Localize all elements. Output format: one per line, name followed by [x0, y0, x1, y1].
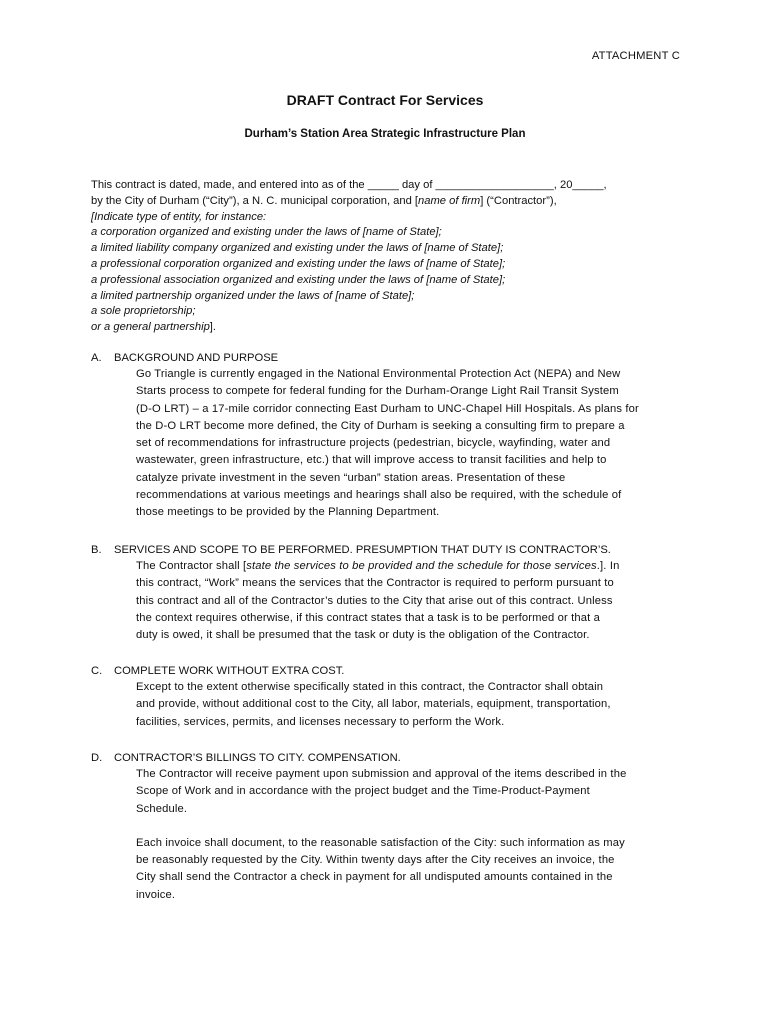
body-line: Each invoice shall document, to the reasonable satisfaction of the City: such information as may [136, 836, 625, 849]
page-subtitle: Durham’s Station Area Strategic Infrastructure Plan [244, 128, 526, 140]
section-a [91, 350, 691, 522]
body-line: Except to the extent otherwise specifically stated in this contract, the Contractor shall obtain [136, 681, 604, 693]
body-line: The Contractor will receive payment upon submission and approval of the items described in the [136, 768, 627, 780]
body-line: be reasonably requested by the City. Within twenty days after the City receives an invoice, the [136, 854, 615, 867]
section-b [91, 542, 691, 644]
entity-option: a professional corporation organized and existing under the laws of [name of State]; [91, 257, 506, 270]
body-line: Go Triangle is currently engaged in the National Environmental Protection Act (NEPA) and New [136, 368, 621, 380]
body-line: this contract, “Work” means the services that the Contractor is required to perform pursuant to [136, 577, 614, 590]
section-body [136, 766, 696, 904]
section-title: CONTRACTOR’S BILLINGS TO CITY. COMPENSATION. [114, 752, 401, 764]
body-line: this contract and all of the Contractor’s duties to the City that arise out of this contract. Unless [136, 594, 613, 607]
section-heading [91, 542, 691, 558]
body-line: catalyze private investment in the seven “urban” station areas. Presentation of these [136, 471, 566, 484]
intro-text: ] (“Contractor”), [480, 194, 557, 207]
section-letter: C. [91, 665, 103, 677]
section-title: SERVICES AND SCOPE TO BE PERFORMED. PRESUMPTION THAT DUTY IS CONTRACTOR’S. [114, 544, 611, 556]
body-line: and provide, without additional cost to the City, all labor, materials, equipment, transportation, [136, 698, 611, 711]
body-line: invoice. [136, 888, 176, 901]
body-line: recommendations at various meetings and hearings shall also be required, with the schedule of [136, 489, 622, 502]
section-body [136, 366, 696, 522]
body-line: duty is owed, it shall be presumed that the task or duty is the obligation of the Contractor. [136, 629, 590, 642]
section-letter: B. [91, 544, 102, 556]
body-line: Schedule. [136, 802, 188, 815]
intro-paragraph [91, 178, 691, 336]
section-heading [91, 750, 691, 766]
body-line: set of recommendations for infrastructure projects (pedestrian, bicycle, wayfinding, water and [136, 437, 611, 450]
body-line: the context requires otherwise, if this contract states that a task is to be performed or that a [136, 611, 600, 624]
entity-option-text: or a general partnership [91, 321, 210, 334]
section-letter: A. [91, 352, 102, 364]
section-heading [91, 350, 691, 366]
body-line: wastewater, green infrastructure, etc.) that will improve access to transit facilities and help to [136, 454, 607, 467]
section-title: BACKGROUND AND PURPOSE [114, 352, 279, 364]
intro-line: [Indicate type of entity, for instance: [91, 210, 267, 223]
section-title: COMPLETE WORK WITHOUT EXTRA COST. [114, 665, 345, 677]
body-line: Scope of Work and in accordance with the project budget and the Time-Product-Payment [136, 785, 590, 798]
firm-name-placeholder: name of firm [418, 194, 481, 207]
entity-option: a limited partnership organized under the laws of [name of State]; [91, 289, 415, 302]
page-title: DRAFT Contract For Services [286, 92, 484, 108]
services-placeholder: state the services to be provided and the schedule for those services [246, 560, 597, 572]
paragraph-gap [136, 818, 696, 835]
entity-option: a sole proprietorship; [91, 305, 196, 318]
section-c [91, 663, 691, 731]
intro-line [91, 194, 691, 210]
section-letter: D. [91, 752, 103, 764]
body-line: facilities, services, permits, and licenses necessary to perform the Work. [136, 715, 505, 728]
body-line: those meetings to be provided by the Planning Department. [136, 506, 440, 519]
intro-line: This contract is dated, made, and entered into as of the _____ day of ___________________, 20_____, [91, 179, 607, 191]
section-body [136, 679, 696, 731]
body-line: the D-O LRT become more defined, the City of Durham is seeking a consulting firm to prepare a [136, 419, 625, 432]
entity-option: a professional association organized and existing under the laws of [name of State]; [91, 273, 506, 286]
section-body [136, 558, 696, 644]
body-text: The Contractor shall [ [136, 560, 247, 572]
attachment-label: ATTACHMENT C [591, 50, 680, 62]
entity-option: a limited liability company organized and existing under the laws of [name of State]; [91, 242, 504, 255]
entity-option-close: ]. [209, 321, 217, 334]
entity-option: a corporation organized and existing under the laws of [name of State]; [91, 226, 442, 239]
body-line: (D-O LRT) – a 17-mile corridor connecting East Durham to UNC-Chapel Hill Hospitals. As plans for [136, 402, 639, 415]
section-heading [91, 663, 691, 679]
intro-text: by the City of Durham (“City”), a N. C. municipal corporation, and [ [91, 194, 419, 207]
body-line: City shall send the Contractor a check in payment for all undisputed amounts contained in the [136, 871, 613, 884]
entity-option [91, 320, 691, 336]
section-d [91, 750, 691, 904]
body-line [136, 558, 696, 575]
body-text: .]. In [596, 560, 620, 572]
body-line: Starts process to compete for federal funding for the Durham-Orange Light Rail Transit System [136, 385, 619, 398]
